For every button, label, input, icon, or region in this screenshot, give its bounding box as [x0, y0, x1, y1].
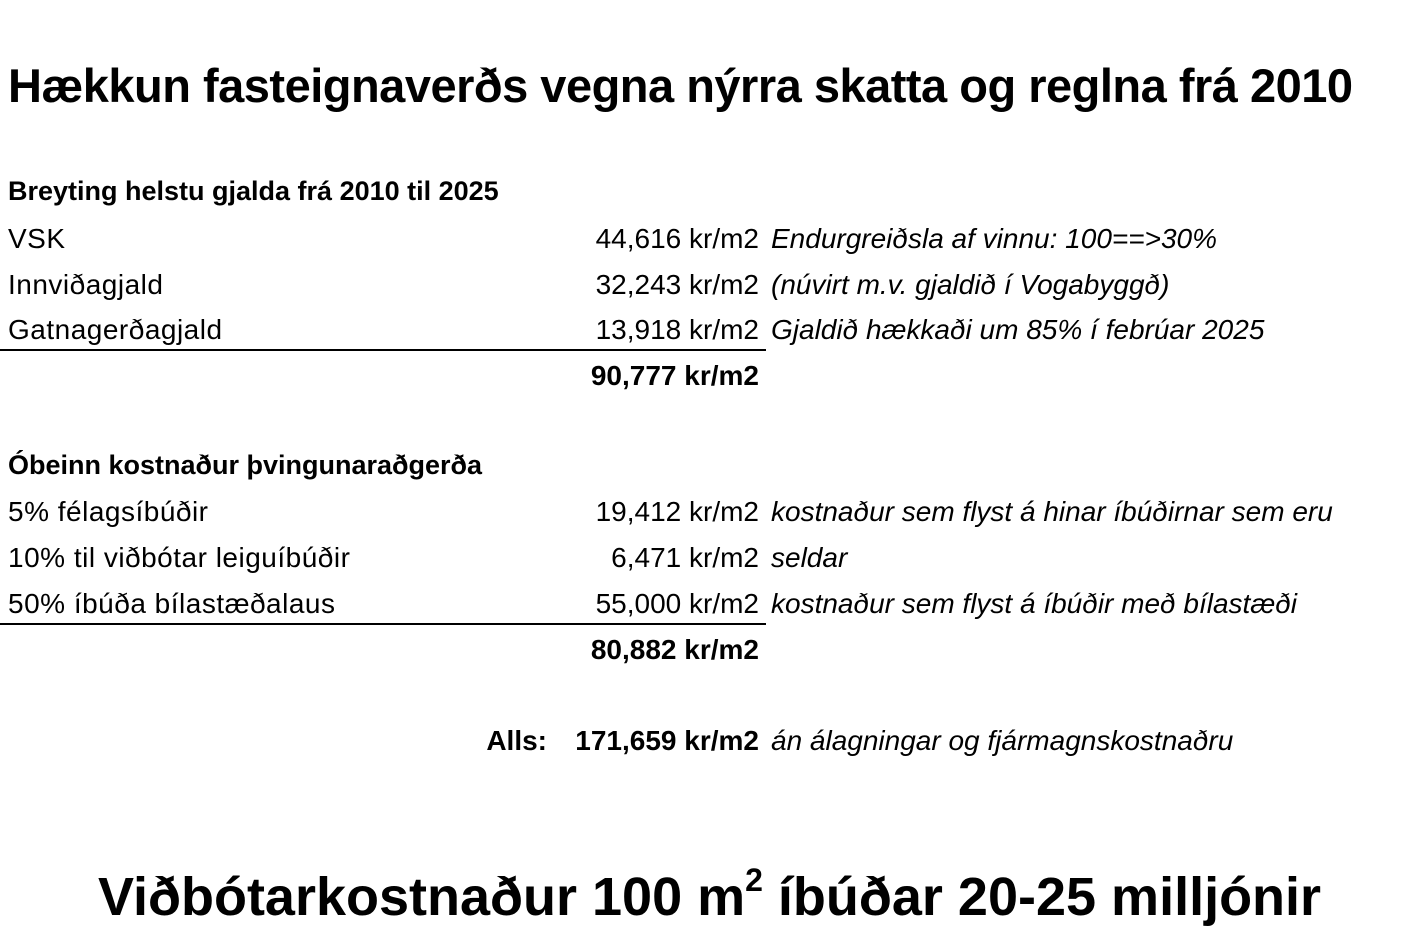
table-row-leiguibudir: [0, 535, 1419, 581]
grand-total-note: án álagningar og fjármagnskostnaðru: [771, 725, 1234, 756]
row-label: Innviðagjald: [8, 269, 164, 300]
row-note: (núvirt m.v. gjaldið í Vogabyggð): [771, 269, 1170, 300]
section-heading-indirect-costs: Óbeinn kostnaður þvingunaraðgerða: [8, 450, 483, 480]
row-value: 13,918 kr/m2: [595, 314, 759, 345]
row-note: seldar: [771, 542, 848, 573]
footer-headline: [0, 862, 1419, 928]
row-value: 55,000 kr/m2: [595, 588, 759, 619]
row-note: Gjaldið hækkaði um 85% í febrúar 2025: [771, 314, 1265, 345]
table-row-gatnagerdagjald: [0, 307, 1419, 353]
footer-headline-text-end: íbúðar 20-25 milljónir: [762, 867, 1322, 927]
row-label: 5% félagsíbúðir: [8, 496, 209, 527]
subtotal-divider: [0, 349, 766, 351]
row-label: Gatnagerðagjald: [8, 314, 223, 345]
row-value: 19,412 kr/m2: [595, 496, 759, 527]
row-value: 44,616 kr/m2: [595, 223, 759, 254]
row-note: kostnaður sem flyst á íbúðir með bílastæði: [771, 588, 1298, 619]
row-label: VSK: [8, 223, 66, 254]
subtotal-row-fees: [0, 353, 1419, 399]
footer-headline-text: Viðbótarkostnaður 100 m: [97, 867, 746, 927]
row-note: kostnaður sem flyst á hinar íbúðirnar sem eru: [771, 496, 1333, 527]
page-title: Hækkun fasteignaverðs vegna nýrra skatta og reglna frá 2010: [8, 59, 1353, 112]
grand-total-row: [0, 718, 1419, 764]
table-row-innvidagjald: [0, 262, 1419, 308]
subtotal-value: 80,882 kr/m2: [590, 634, 759, 665]
section-heading-fees: Breyting helstu gjalda frá 2010 til 2025: [8, 176, 499, 206]
subtotal-value: 90,777 kr/m2: [590, 360, 759, 391]
row-value: 32,243 kr/m2: [595, 269, 759, 300]
row-label: 10% til viðbótar leiguíbúðir: [8, 542, 351, 573]
grand-total-value: 171,659 kr/m2: [575, 725, 759, 756]
table-row-felagsibudir: [0, 489, 1419, 535]
subtotal-row-indirect: [0, 627, 1419, 673]
table-row-bilastaedalaus: [0, 581, 1419, 627]
footer-superscript: 2: [745, 862, 763, 898]
grand-total-label: Alls:: [486, 725, 547, 756]
table-row-vsk: [0, 216, 1419, 262]
row-label: 50% íbúða bílastæðalaus: [8, 588, 336, 619]
row-note: Endurgreiðsla af vinnu: 100==>30%: [771, 223, 1217, 254]
row-value: 6,471 kr/m2: [611, 542, 759, 573]
subtotal-divider: [0, 623, 766, 625]
